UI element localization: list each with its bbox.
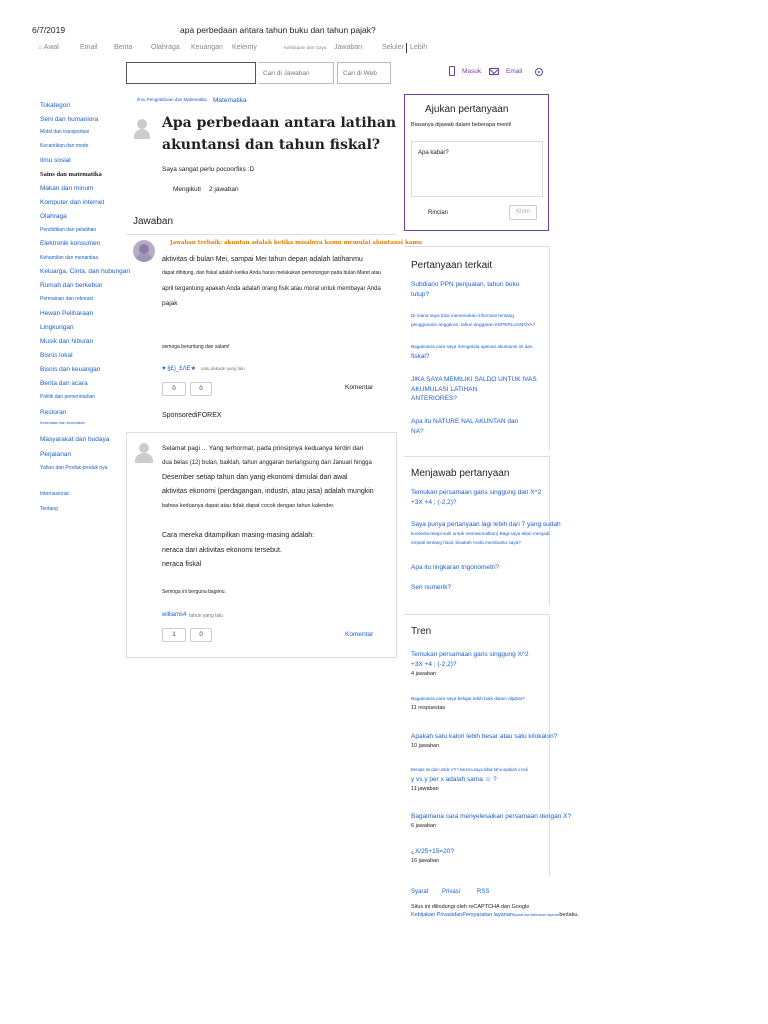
trending-answer-count: 10 jawaban <box>411 743 440 749</box>
nav-more[interactable]: Lebih <box>410 44 428 51</box>
best-answer-time: satu dekade yang lalu <box>201 366 245 371</box>
downvote-button[interactable]: 0 <box>190 628 212 642</box>
nav-sports[interactable]: Olahraga <box>151 44 180 51</box>
nav-email[interactable]: Email <box>80 44 98 51</box>
sidebar-item[interactable]: Elektronik konsumen <box>40 240 101 247</box>
comment-link[interactable]: Komentar <box>345 384 374 391</box>
answer2-line8: neraca fiskal <box>162 561 202 568</box>
sidebar-item[interactable]: Yahoo dan Produk-produk nya <box>40 465 108 471</box>
best-answer-badge: Jawaban terbaik: akuntan adalah ketika misalnya kamu memulai akuntansi kamu <box>170 240 423 246</box>
trending-answer-count: 16 jawaban <box>411 858 440 864</box>
ask-question-panel <box>404 94 549 231</box>
related-question-link[interactable]: tutup? <box>411 290 430 298</box>
open-question-link[interactable]: Apa itu lingkaran trigonometri? <box>411 564 500 571</box>
sidebar-item[interactable]: Makan dan minum <box>40 185 94 192</box>
sidebar-item[interactable]: Olahraga <box>40 213 67 220</box>
answer-count: 2 jawaban <box>209 186 239 193</box>
related-question-link[interactable]: Di mana saya bisa menemukan informasi tentang <box>411 313 514 318</box>
nav-celebrity[interactable]: Keleirity <box>232 44 257 51</box>
best-answer-closing: semoga beruntung dan salam! <box>162 344 230 350</box>
trending-title: Tren <box>411 626 432 637</box>
related-question-link[interactable]: JIKA SAYA MEMILIKI SALDO UNTUK IVAS <box>411 376 537 383</box>
trending-answer-count: 11 respuestas <box>411 705 446 711</box>
answer2-time: tahun yang lalu <box>189 613 223 619</box>
answer2-line3: Desember setiap tahun dan yang ekonomi dimulai dari awal <box>162 474 348 481</box>
search-answers-button[interactable]: Cari di Jawaban <box>258 62 334 84</box>
sidebar-item[interactable]: Tokategori <box>40 102 70 109</box>
answer2-line5: bahwa keduanya dapat atau tidak dapat cocok dengan tahun kalender. <box>162 503 335 509</box>
print-date: 6/7/2019 <box>32 25 66 35</box>
answer2-line7: neraca dari aktivitas ekonomi tersebut. <box>162 547 282 554</box>
breadcrumb-category[interactable]: Matematika <box>213 97 247 104</box>
trending-question-link[interactable]: ¿X/25+15=20? <box>411 848 455 855</box>
sidebar-item[interactable]: Tentang <box>40 506 58 512</box>
sidebar-item[interactable]: Musik dan hiburan <box>40 338 94 345</box>
question-avatar <box>133 117 151 139</box>
print-title: apa perbedaan antara tahun buku dan tahun pajak? <box>180 25 376 35</box>
nav-home[interactable]: ⌂ Awal <box>38 44 59 51</box>
open-question-link[interactable]: kontoeta tetapi sulit untuk memisionalkan) Bagi saya akan menjadi <box>411 531 550 536</box>
footer-rss[interactable]: RSS <box>477 889 490 895</box>
question-title-line1: Apa perbedaan antara latihan <box>162 115 397 131</box>
answer2-closing: Semoga ini berguna bagimu. <box>162 589 226 595</box>
trending-answer-count: 4 jawaban <box>411 671 437 677</box>
sidebar-item[interactable]: Masyarakat dan budaya <box>40 436 110 443</box>
open-question-link[interactable]: +3X +4 ; (-2,2)? <box>411 499 457 506</box>
sidebar-item[interactable]: Lingkungan <box>40 324 74 331</box>
mail-icon <box>489 68 499 75</box>
phone-icon <box>449 66 455 76</box>
answer2-line6: Cara mereka ditampilkan masing-masing adalah: <box>162 532 315 539</box>
related-question-link[interactable]: Bagaimana cara saya mengelola operasi akuntansi ini dan <box>411 344 533 349</box>
upvote-button[interactable]: 0 <box>162 382 186 396</box>
answer2-line4: aktivitas ekonomi (perdagangan, industri, atau jasa) adalah mungkin <box>162 488 374 495</box>
search-web-button[interactable]: Cari di Web <box>337 62 391 84</box>
trending-question-link[interactable]: y vs y per x adalah sama ☺ ? <box>411 776 497 783</box>
related-question-link[interactable]: ANTERIORES? <box>411 395 457 402</box>
open-question-link[interactable]: Temukan persamaan garis singgung dari X^2 <box>411 489 542 496</box>
answer2-line2: dua belas (12) bulan, baiklah, tahun anggaran berlangsung dari Januari hingga <box>162 460 372 466</box>
sponsored-label[interactable]: SponsorediFOREX <box>162 412 222 419</box>
related-question-link[interactable]: fiskal? <box>411 352 430 360</box>
details-button[interactable]: Rincian <box>428 210 449 216</box>
best-answer-line4: pajak <box>162 300 178 307</box>
answer-questions-title: Menjawab pertanyaan <box>411 468 510 479</box>
answers-heading: Jawaban <box>133 216 174 227</box>
sidebar-item[interactable]: Kecantikan dan mode <box>40 143 89 149</box>
footer-policy: Kebijakan PrivasidanPersyaratan layananSyarat dan ketentuan layananberlaku. <box>411 912 579 918</box>
sidebar-item[interactable]: Komputer dan internet <box>40 199 105 206</box>
sidebar-item[interactable]: Seni dan humaniora <box>40 116 99 123</box>
sidebar-item[interactable]: Rumah dan berkebun <box>40 282 103 289</box>
footer-recaptcha: Situs ini dilindungi oleh reCAPTCHA dan Google <box>411 904 530 910</box>
related-title: Pertanyaan terkait <box>411 260 493 271</box>
answer2-author[interactable]: williams4 <box>162 612 187 618</box>
sidebar-item[interactable]: Permainan dan rekreasi <box>40 296 94 302</box>
trending-answer-count: 6 jawaban <box>411 823 437 829</box>
sidebar-item[interactable]: Internasional <box>40 491 69 497</box>
question-title-line2: akuntansi dan tahun fiskal? <box>162 137 381 153</box>
trending-question-link[interactable]: Berapa itu dan untuk x?!? karena saya tidak tahu apakah x kali <box>411 767 528 772</box>
follow-button[interactable]: Mengikuti <box>173 186 201 193</box>
sidebar-item[interactable]: Keluarga, Cinta, dan hubungan <box>40 268 130 275</box>
sidebar-item[interactable]: Berita dan acara <box>40 380 88 387</box>
trending-question-link[interactable]: Temukan persamaan garis singgung X^2 <box>411 651 529 658</box>
breadcrumb-parent[interactable]: Ilmu Pengetahuan dan Matematika <box>137 97 207 102</box>
nav-mobile[interactable]: Seluler <box>382 44 404 51</box>
nav-news[interactable]: Berita <box>114 44 133 51</box>
sidebar-item[interactable]: Kehamilan dan menantiaa <box>40 255 99 261</box>
comment-link[interactable]: Komentar <box>345 631 374 638</box>
best-answer-line3: april tergantung apakah Anda adalah orang fisik atau moral untuk membayar Anda <box>162 286 381 292</box>
upvote-button[interactable]: 1 <box>162 628 186 642</box>
open-question-link[interactable]: Saya punya pertanyaan lagi lebih dari 7 yang sudah <box>411 521 561 528</box>
trending-question-link[interactable]: Bagaimana cara saya belajar lebih baik dalam aljabar? <box>411 696 525 701</box>
search-box[interactable] <box>126 62 256 84</box>
best-answer-line1: aktivitas di bulan Mei, sampai Mei tahun depan adalah latihanmu <box>162 256 363 263</box>
sidebar-item[interactable]: Hewan Peliharaan <box>40 310 94 317</box>
question-body: Saya sangat perlu pocoorfiks :D <box>162 166 255 173</box>
answer2-line1: Selamat pagi ... Yang terhormat, pada prinsipnya keduanya terdiri dari <box>162 445 364 452</box>
mail-link[interactable]: Email <box>506 68 523 75</box>
footer-terms[interactable]: Syarat <box>411 889 429 895</box>
related-question-link[interactable]: Apa itu NATURE NAL AKUNTAN dan <box>411 418 519 425</box>
best-answer-line2: dapat dihitung, dan fiskal adalah ketika Anda harus melakukan pemotongan pada bulan Maret atau <box>162 270 382 276</box>
trending-question-link[interactable]: +3X +4 ; (-2,2)? <box>411 661 457 668</box>
sidebar-item[interactable]: Restoran <box>40 409 67 416</box>
best-answer-author[interactable]: ♥ §£)_£ΛE★ <box>162 366 196 372</box>
sidebar-item[interactable]: Sains dan matematika <box>40 171 102 178</box>
related-question-link[interactable]: Subdiario PPN penjualan, tahun buku <box>411 281 520 288</box>
best-answer-avatar <box>133 240 155 262</box>
sidebar-item[interactable]: Perjalanan <box>40 451 72 458</box>
trending-question-link[interactable]: Apakah satu kalori lebih besar atau satu kilokalori? <box>411 733 558 740</box>
ask-input[interactable]: Apa kabar? <box>411 141 543 197</box>
nav-finance[interactable]: Keuangan <box>191 44 223 51</box>
send-button[interactable]: Kirim <box>509 205 537 220</box>
sidebar-item[interactable]: Mobil dan transportasi <box>40 129 90 135</box>
trending-question-link[interactable]: Bagaimana cara menyelesaikan persamaan dengan X? <box>411 813 572 820</box>
related-question-link[interactable]: penggunaan anggaran, tahun anggaran KEPERLUANNYA? <box>411 321 536 327</box>
sidebar-item[interactable]: Bisnis dan keuangan <box>40 366 101 373</box>
ask-subtitle: Biasanya dijawab dalam beberapa menit! <box>411 122 512 128</box>
answer2-avatar <box>133 441 155 463</box>
sidebar-item[interactable]: Politik dan pemerintahan <box>40 394 96 400</box>
sidebar-item[interactable]: Pendidikan dan pelatihan <box>40 227 97 233</box>
nav-answers[interactable]: Jawaban <box>334 44 363 51</box>
ask-title: Ajukan pertanyaan <box>425 104 509 115</box>
trending-answer-count: 11 jawaban <box>411 786 439 792</box>
footer-privacy[interactable]: Privasi <box>442 889 461 895</box>
nav-lifestyle[interactable]: Kehidupan dan Gaya <box>284 45 327 50</box>
sidebar-item[interactable]: Kesehatan dan kecantikan <box>40 421 85 425</box>
downvote-button[interactable]: 0 <box>190 382 212 396</box>
gear-icon[interactable] <box>535 68 543 76</box>
open-question-link[interactable]: Seri numerik? <box>411 584 452 591</box>
sidebar-item[interactable]: Bisnis lokal <box>40 352 73 359</box>
related-question-link[interactable]: NA? <box>411 427 424 435</box>
sidebar-item[interactable]: Ilmu sosial <box>40 157 71 164</box>
open-question-link[interactable]: empati tentang hasil, bisakah Anda membantu saya? <box>411 540 521 545</box>
signin-link[interactable]: Masuk <box>462 68 482 75</box>
related-question-link[interactable]: AKUMULASI LATIHAN <box>411 385 478 393</box>
